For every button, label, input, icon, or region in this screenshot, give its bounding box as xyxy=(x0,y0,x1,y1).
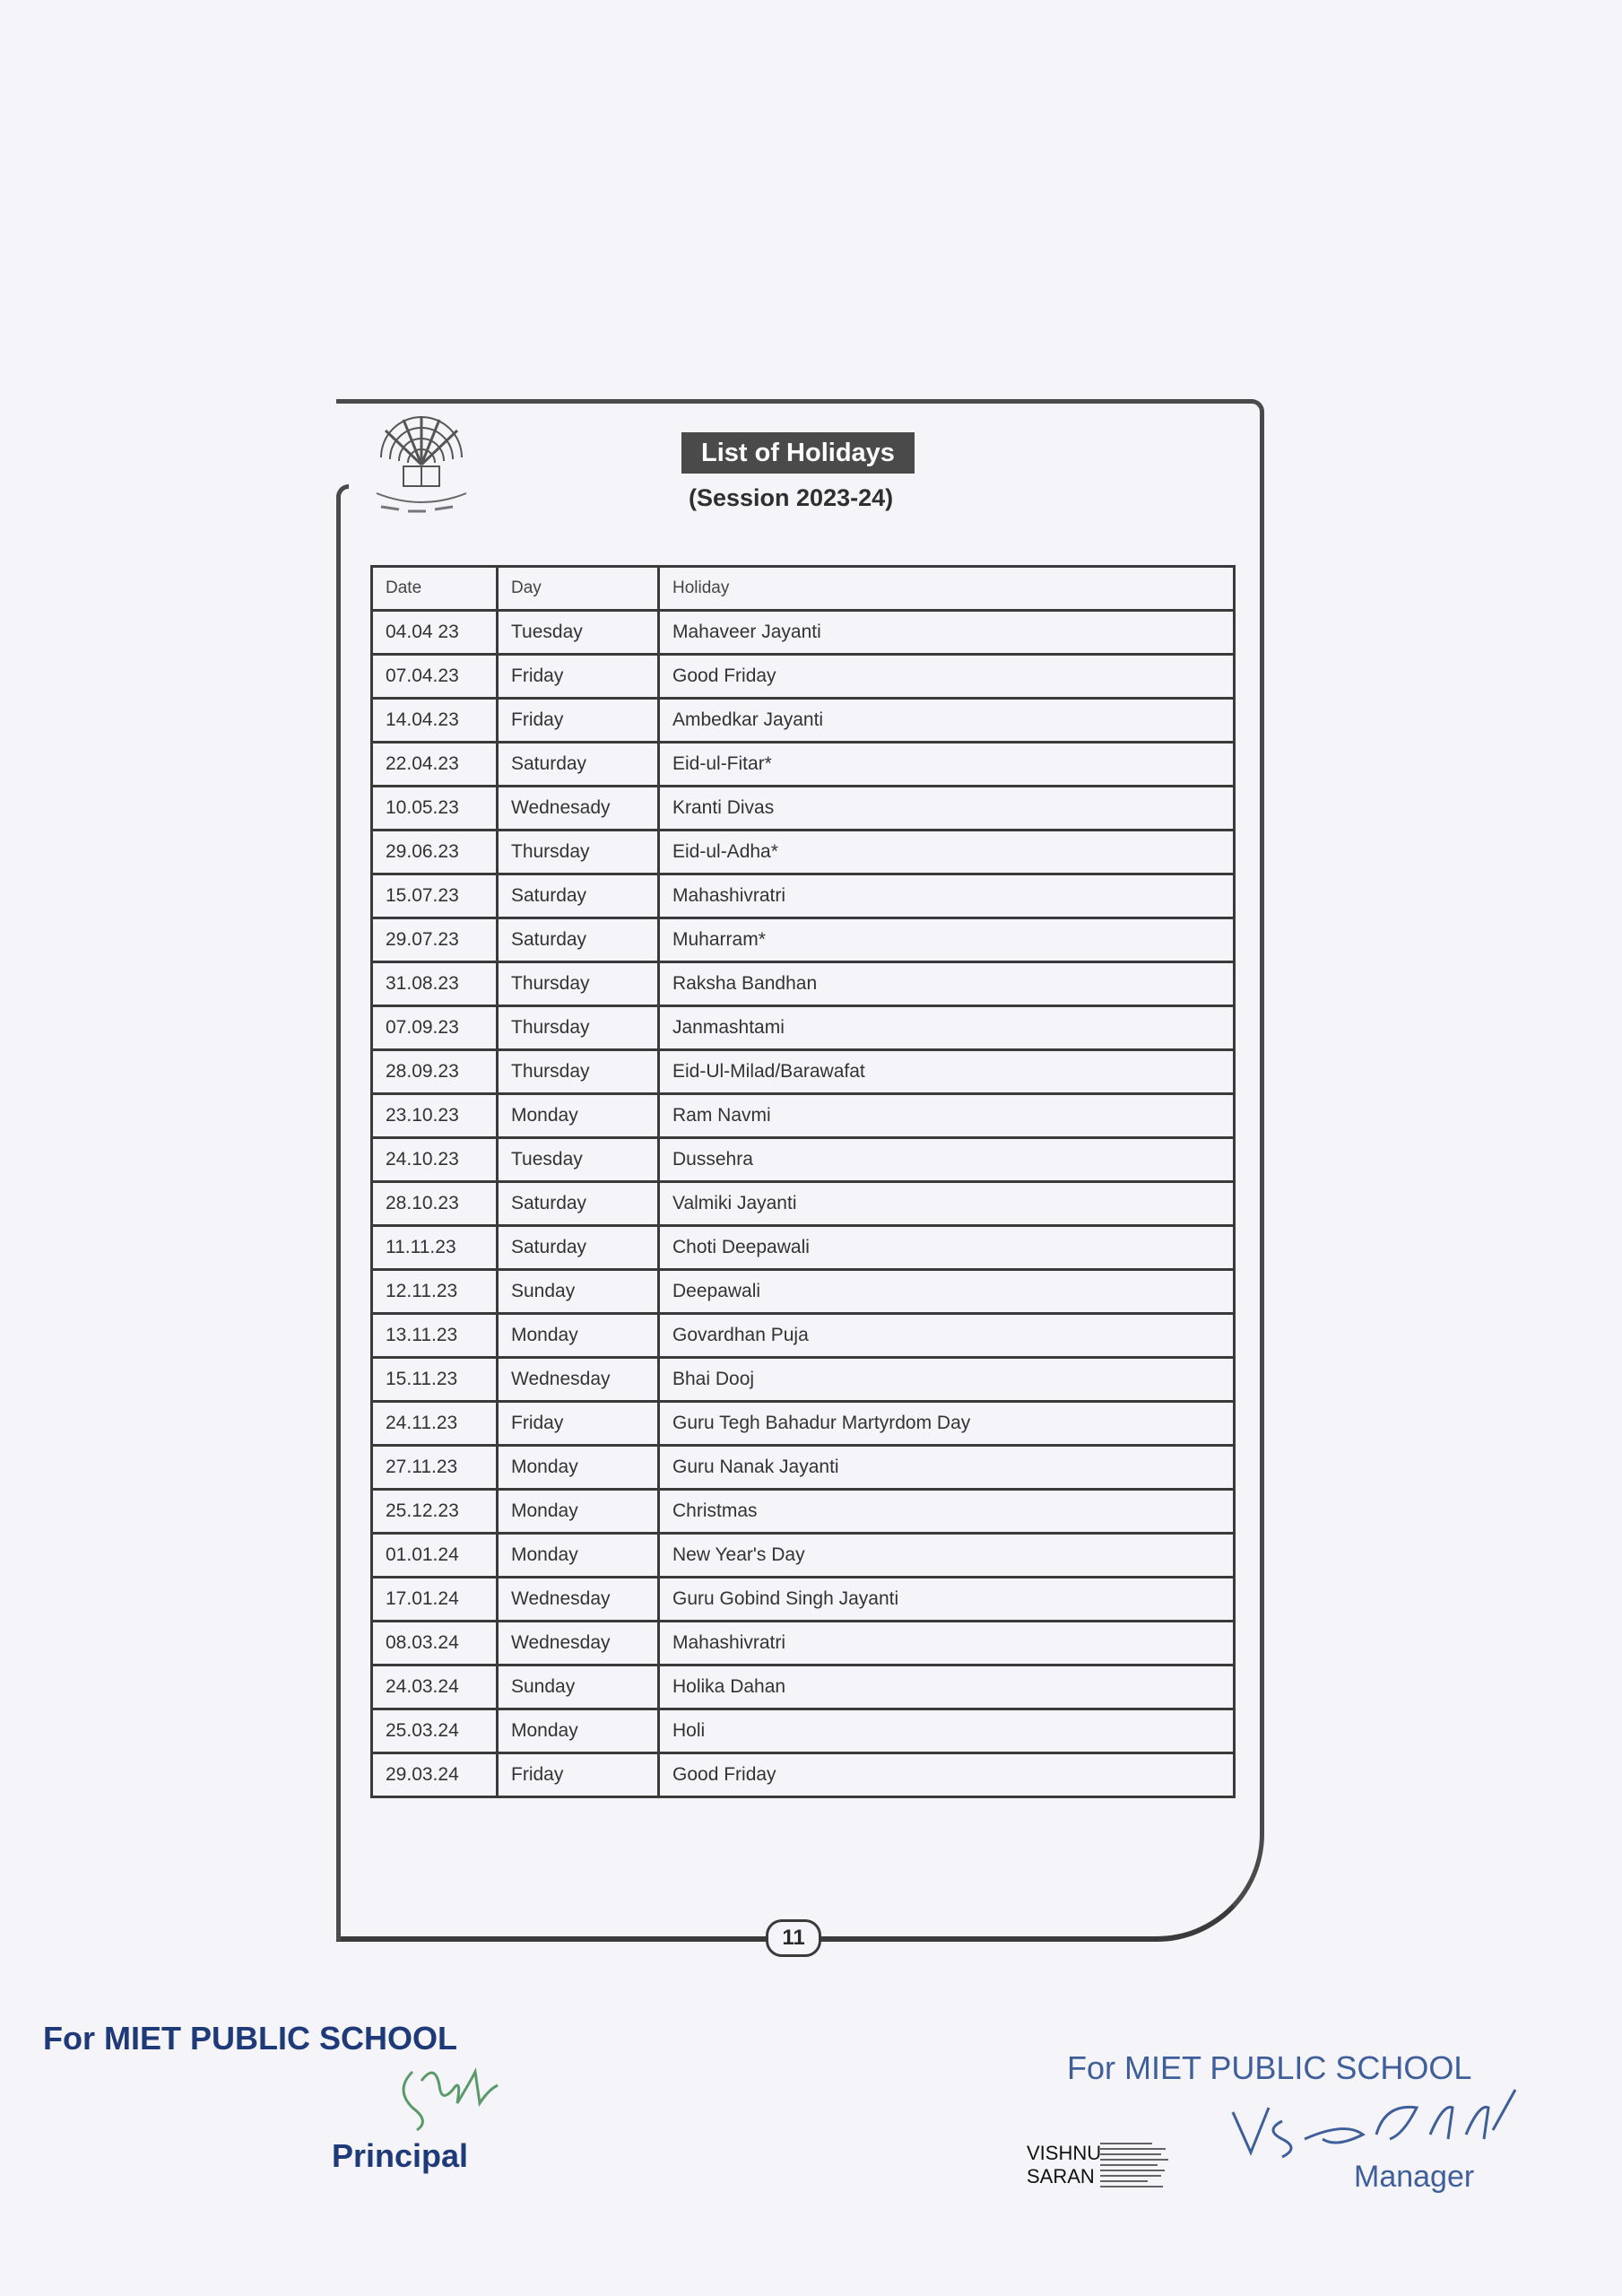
holiday-cell: Dussehra xyxy=(659,1138,1235,1182)
holiday-cell: Holi xyxy=(659,1709,1235,1753)
table-row xyxy=(372,1402,1235,1446)
table-row xyxy=(372,1270,1235,1314)
table-row xyxy=(372,1006,1235,1050)
table-row xyxy=(372,787,1235,831)
date-cell: 15.07.23 xyxy=(372,874,498,918)
table-row xyxy=(372,1709,1235,1753)
principal-role-label: Principal xyxy=(332,2137,469,2174)
holiday-cell: Govardhan Puja xyxy=(659,1314,1235,1358)
date-cell: 24.11.23 xyxy=(372,1402,498,1446)
day-cell: Monday xyxy=(498,1534,659,1578)
holiday-cell: Valmiki Jayanti xyxy=(659,1182,1235,1226)
table-row xyxy=(372,611,1235,655)
holiday-cell: Kranti Divas xyxy=(659,787,1235,831)
day-cell: Thursday xyxy=(498,962,659,1006)
table-row xyxy=(372,874,1235,918)
date-cell: 29.06.23 xyxy=(372,831,498,874)
date-cell: 07.04.23 xyxy=(372,655,498,699)
date-cell: 11.11.23 xyxy=(372,1226,498,1270)
holiday-cell: Eid-ul-Fitar* xyxy=(659,743,1235,787)
day-cell: Monday xyxy=(498,1490,659,1534)
date-cell: 10.05.23 xyxy=(372,787,498,831)
table-row xyxy=(372,831,1235,874)
table-row xyxy=(372,1490,1235,1534)
date-cell: 07.09.23 xyxy=(372,1006,498,1050)
date-cell: 28.09.23 xyxy=(372,1050,498,1094)
principal-signature xyxy=(386,2054,502,2135)
table-row xyxy=(372,1182,1235,1226)
table-row xyxy=(372,1578,1235,1622)
day-cell: Friday xyxy=(498,699,659,743)
digital-signature-details xyxy=(1098,2140,1172,2194)
table-row xyxy=(372,1358,1235,1402)
holiday-cell: Raksha Bandhan xyxy=(659,962,1235,1006)
date-cell: 29.07.23 xyxy=(372,918,498,962)
holiday-cell: Guru Tegh Bahadur Martyrdom Day xyxy=(659,1402,1235,1446)
date-cell: 17.01.24 xyxy=(372,1578,498,1622)
day-cell: Monday xyxy=(498,1094,659,1138)
holiday-cell: Guru Gobind Singh Jayanti xyxy=(659,1578,1235,1622)
date-cell: 08.03.24 xyxy=(372,1622,498,1665)
day-cell: Wednesday xyxy=(498,1622,659,1665)
holiday-cell: Ambedkar Jayanti xyxy=(659,699,1235,743)
date-cell: 31.08.23 xyxy=(372,962,498,1006)
holiday-cell: Janmashtami xyxy=(659,1006,1235,1050)
table-row xyxy=(372,1665,1235,1709)
day-cell: Tuesday xyxy=(498,611,659,655)
day-cell: Wednesday xyxy=(498,1358,659,1402)
day-cell: Sunday xyxy=(498,1665,659,1709)
digital-signature-name xyxy=(1027,2142,1101,2188)
holiday-cell: Choti Deepawali xyxy=(659,1226,1235,1270)
holiday-cell: Eid-Ul-Milad/Barawafat xyxy=(659,1050,1235,1094)
holiday-cell: Muharram* xyxy=(659,918,1235,962)
holiday-cell: Bhai Dooj xyxy=(659,1358,1235,1402)
date-cell: 28.10.23 xyxy=(372,1182,498,1226)
day-cell: Saturday xyxy=(498,874,659,918)
manager-signature xyxy=(1228,2085,1524,2166)
date-cell: 24.03.24 xyxy=(372,1665,498,1709)
holiday-cell: New Year's Day xyxy=(659,1534,1235,1578)
table-row xyxy=(372,962,1235,1006)
column-header: Date xyxy=(372,567,498,611)
manager-role-label: Manager xyxy=(1354,2160,1475,2194)
date-cell: 12.11.23 xyxy=(372,1270,498,1314)
day-cell: Friday xyxy=(498,1402,659,1446)
table-row xyxy=(372,1094,1235,1138)
day-cell: Thursday xyxy=(498,831,659,874)
holiday-cell: Mahashivratri xyxy=(659,874,1235,918)
table-row xyxy=(372,1446,1235,1490)
page-frame-left-edge xyxy=(336,484,349,1941)
holiday-cell: Guru Nanak Jayanti xyxy=(659,1446,1235,1490)
table-row xyxy=(372,1314,1235,1358)
table-row xyxy=(372,1138,1235,1182)
table-row xyxy=(372,699,1235,743)
date-cell: 01.01.24 xyxy=(372,1534,498,1578)
session-label: (Session 2023-24) xyxy=(689,484,894,511)
holiday-cell: Mahaveer Jayanti xyxy=(659,611,1235,655)
table-row xyxy=(372,1622,1235,1665)
date-cell: 14.04.23 xyxy=(372,699,498,743)
day-cell: Saturday xyxy=(498,1182,659,1226)
date-cell: 29.03.24 xyxy=(372,1753,498,1797)
table-row xyxy=(372,1753,1235,1797)
day-cell: Friday xyxy=(498,655,659,699)
table-row xyxy=(372,1050,1235,1094)
holiday-cell: Ram Navmi xyxy=(659,1094,1235,1138)
day-cell: Monday xyxy=(498,1446,659,1490)
manager-org-label: For MIET PUBLIC SCHOOL xyxy=(1067,2049,1472,2086)
day-cell: Tuesday xyxy=(498,1138,659,1182)
day-cell: Monday xyxy=(498,1314,659,1358)
day-cell: Wednesday xyxy=(498,1578,659,1622)
date-cell: 27.11.23 xyxy=(372,1446,498,1490)
column-header: Day xyxy=(498,567,659,611)
page-number: 11 xyxy=(766,1919,821,1957)
table-row xyxy=(372,1226,1235,1270)
principal-org-label: For MIET PUBLIC SCHOOL xyxy=(43,2020,457,2057)
day-cell: Thursday xyxy=(498,1050,659,1094)
day-cell: Monday xyxy=(498,1709,659,1753)
date-cell: 22.04.23 xyxy=(372,743,498,787)
day-cell: Saturday xyxy=(498,1226,659,1270)
holiday-cell: Mahashivratri xyxy=(659,1622,1235,1665)
holiday-cell: Holika Dahan xyxy=(659,1665,1235,1709)
digital-signature-last-name: SARAN xyxy=(1027,2165,1095,2187)
date-cell: 23.10.23 xyxy=(372,1094,498,1138)
school-emblem-icon xyxy=(363,395,480,529)
day-cell: Saturday xyxy=(498,918,659,962)
date-cell: 04.04 23 xyxy=(372,611,498,655)
column-header: Holiday xyxy=(659,567,1235,611)
holiday-cell: Eid-ul-Adha* xyxy=(659,831,1235,874)
holiday-cell: Christmas xyxy=(659,1490,1235,1534)
day-cell: Saturday xyxy=(498,743,659,787)
table-row xyxy=(372,1534,1235,1578)
digital-signature-first-name: VISHNU xyxy=(1027,2142,1102,2164)
day-cell: Wednesady xyxy=(498,787,659,831)
holiday-cell: Deepawali xyxy=(659,1270,1235,1314)
day-cell: Sunday xyxy=(498,1270,659,1314)
date-cell: 15.11.23 xyxy=(372,1358,498,1402)
table-row xyxy=(372,655,1235,699)
table-row xyxy=(372,743,1235,787)
date-cell: 24.10.23 xyxy=(372,1138,498,1182)
day-cell: Thursday xyxy=(498,1006,659,1050)
table-row xyxy=(372,918,1235,962)
page-title: List of Holidays xyxy=(681,432,915,474)
holiday-table xyxy=(370,565,1236,1798)
holiday-cell: Good Friday xyxy=(659,655,1235,699)
date-cell: 25.12.23 xyxy=(372,1490,498,1534)
date-cell: 25.03.24 xyxy=(372,1709,498,1753)
holiday-cell: Good Friday xyxy=(659,1753,1235,1797)
date-cell: 13.11.23 xyxy=(372,1314,498,1358)
table-header-row xyxy=(372,567,1235,611)
day-cell: Friday xyxy=(498,1753,659,1797)
